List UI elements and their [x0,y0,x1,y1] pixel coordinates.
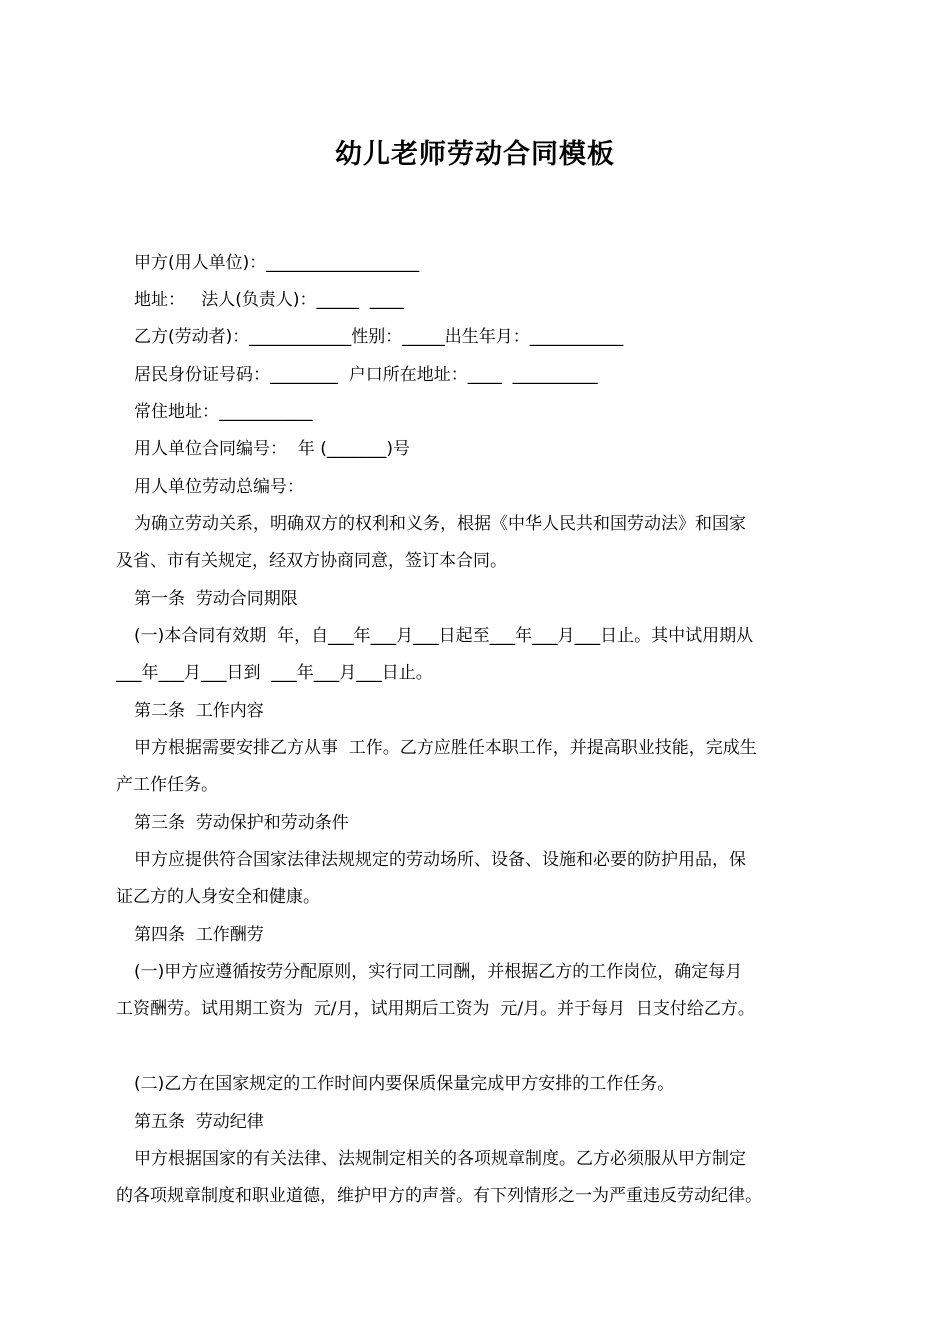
article-1-line-2: ___年___月___日到 ___年___月___日止。 [116,663,433,683]
article-2-line-1: 甲方根据需要安排乙方从事 工作。乙方应胜任本职工作，并提高职业技能，完成生 [134,738,757,758]
contract-number-line: 用人单位合同编号： 年 (_______)号 [134,439,410,459]
article-4-line-2: 工资酬劳。试用期工资为 元/月，试用期后工资为 元/月。并于每月 日支付给乙方。 [116,999,755,1019]
article-4-line-3: (二)乙方在国家规定的工作时间内要保质保量完成甲方安排的工作任务。 [134,1074,675,1094]
labor-number-line: 用人单位劳动总编号： [134,477,304,497]
address-line: 地址： 法人(负责人)：_____ ____ [134,290,404,310]
preamble-line-1: 为确立劳动关系，明确双方的权利和义务，根据《中华人民共和国劳动法》和国家 [134,514,746,534]
party-b-line: 乙方(劳动者)：____________性别：_____出生年月：___________ [134,327,624,347]
article-3-line-1: 甲方应提供符合国家法律法规规定的劳动场所、设备、设施和必要的防护用品，保 [134,850,746,870]
article-3-heading: 第三条 劳动保护和劳动条件 [134,813,349,833]
preamble-line-2: 及省、市有关规定，经双方协商同意，签订本合同。 [116,551,507,571]
article-2-line-2: 产工作任务。 [116,775,218,795]
article-5-line-2: 的各项规章制度和职业道德，维护甲方的声誉。有下列情形之一为严重违反劳动纪律。 [116,1186,762,1206]
article-5-heading: 第五条 劳动纪律 [134,1112,264,1132]
article-4-line-1: (一)甲方应遵循按劳分配原则，实行同工同酬，并根据乙方的工作岗位，确定每月 [134,962,743,982]
article-4-heading: 第四条 工作酬劳 [134,925,264,945]
document-title: 幼儿老师劳动合同模板 [335,139,615,170]
article-2-heading: 第二条 工作内容 [134,701,264,721]
article-5-line-1: 甲方根据国家的有关法律、法规制定相关的各项规章制度。乙方必须服从甲方制定 [134,1149,746,1169]
party-a-line: 甲方(用人单位)：__________________ [134,253,420,273]
residence-line: 常住地址：___________ [134,402,313,422]
article-1-line-1: (一)本合同有效期 年，自___年___月___日起至___年___月___日止。其中试用期从 [134,626,754,646]
article-3-line-2: 证乙方的人身安全和健康。 [116,887,320,907]
id-number-line: 居民身份证号码：________ 户口所在地址：____ __________ [134,365,598,385]
article-1-heading: 第一条 劳动合同期限 [134,589,298,609]
